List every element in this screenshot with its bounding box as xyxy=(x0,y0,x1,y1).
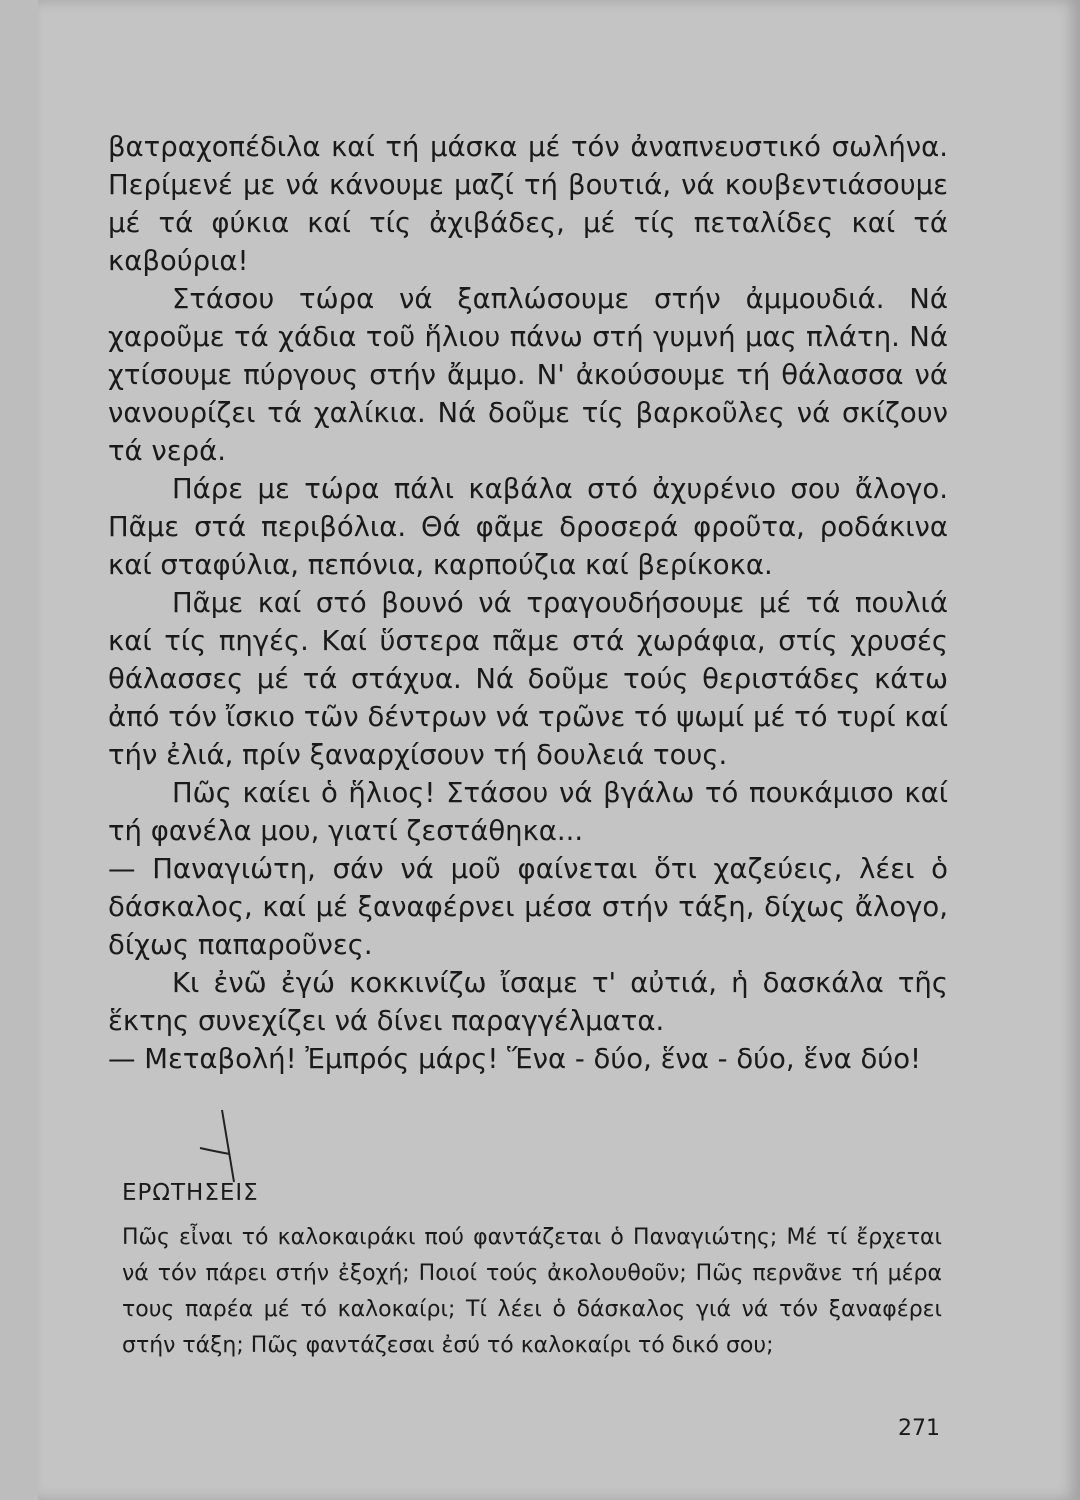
paragraph: Πῶς καίει ὁ ἥλιος! Στάσου νά βγάλω τό πουκάμισο καί τή φανέλα μου, γιατί ζεστάθηκα... xyxy=(108,777,948,847)
paragraph: βατραχοπέδιλα καί τή μάσκα μέ τόν ἀναπνευστικό σωλήνα. Περίμενέ με νά κάνουμε μαζί τή βουτιά, νά κουβεντιάσουμε μέ τά φύκια καί τίς ἀχιβάδες, μέ τίς πεταλίδες καί τά καβούρια! xyxy=(108,131,948,277)
paragraph: Κι ἐνῶ ἐγώ κοκκινίζω ἴσαμε τ' αὐτιά, ἡ δασκάλα τῆς ἕκτης συνεχίζει νά δίνει παραγγέλματα. xyxy=(108,967,948,1037)
questions-text: Πῶς εἶναι τό καλοκαιράκι πού φαντάζεται ὁ Παναγιώτης; Μέ τί ἔρχεται νά τόν πάρει στήν ἐξοχή; Ποιοί τούς ἀκολουθοῦν; Πῶς περνᾶνε τή μέρα τους παρέα μέ τό καλοκαίρι; Τί λέει ὁ δάσκαλος γιά νά τόν ξαναφέρει στήν τάξη; Πῶς φαντάζεσαι ἐσύ τό καλοκαίρι τό δικό σου; xyxy=(122,1225,942,1358)
page-number: 271 xyxy=(898,1416,940,1441)
dialogue-line: — Μεταβολή! Ἐμπρός μάρς! Ἕνα - δύο, ἕνα - δύο, ἕνα δύο! xyxy=(108,1043,922,1075)
dialogue-line: — Παναγιώτη, σάν νά μοῦ φαίνεται ὅτι χαζεύεις, λέει ὁ δάσκαλος, καί μέ ξαναφέρνει μέσα στήν τάξη, δίχως ἄλογο, δίχως παπαροῦνες. xyxy=(108,853,948,961)
questions-heading: ΕΡΩΤΗΣΕΙΣ xyxy=(122,1180,259,1206)
pen-mark-icon xyxy=(198,1108,258,1188)
paragraph: Στάσου τώρα νά ξαπλώσουμε στήν ἀμμουδιά. Νά χαροῦμε τά χάδια τοῦ ἥλιου πάνω στή γυμνή μας πλάτη. Νά χτίσουμε πύργους στήν ἄμμο. Ν' ἀκούσουμε τή θάλασσα νά νανουρίζει τά χαλίκια. Νά δοῦμε τίς βαρκοῦλες νά σκίζουν τά νερά. xyxy=(108,283,948,467)
body-text xyxy=(108,128,948,1078)
paragraph: Πάρε με τώρα πάλι καβάλα στό ἀχυρένιο σου ἄλογο. Πᾶμε στά περιβόλια. Θά φᾶμε δροσερά φροῦτα, ροδάκινα καί σταφύλια, πεπόνια, καρπούζια καί βερίκοκα. xyxy=(108,473,948,581)
paragraph: Πᾶμε καί στό βουνό νά τραγουδήσουμε μέ τά πουλιά καί τίς πηγές. Καί ὕστερα πᾶμε στά χωράφια, στίς χρυσές θάλασσες μέ τά στάχυα. Νά δοῦμε τούς θεριστάδες κάτω ἀπό τόν ἴσκιο τῶν δέντρων νά τρῶνε τό ψωμί μέ τό τυρί καί τήν ἐλιά, πρίν ξαναρχίσουν τή δουλειά τους. xyxy=(108,587,948,771)
